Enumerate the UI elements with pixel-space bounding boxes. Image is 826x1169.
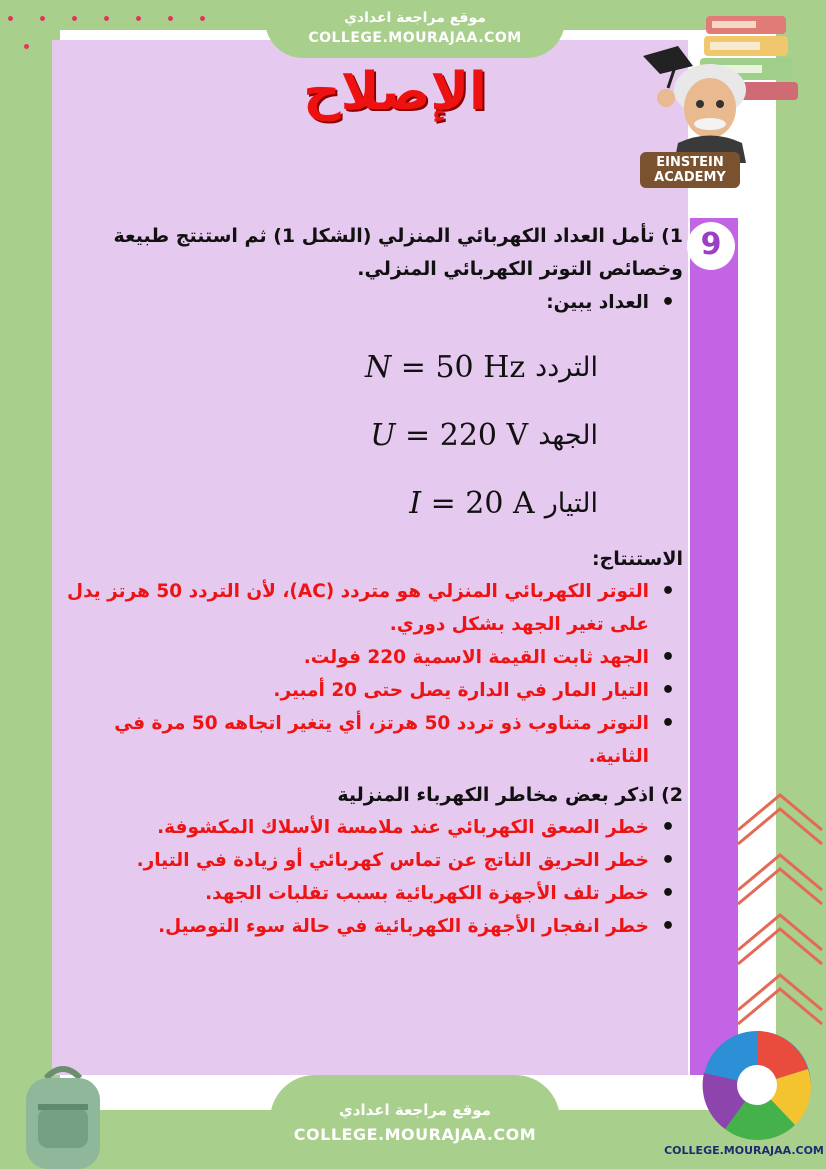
site-name-arabic: موقع مراجعة اعدادي <box>344 10 486 26</box>
formula-expression: I = 20 A <box>409 485 535 521</box>
list-item: • خطر الصعق الكهربائي عند ملامسة الأسلاك المكشوفة. <box>63 811 649 844</box>
conclusion-heading: الاستنتاج: <box>591 548 683 570</box>
conclusion-list <box>63 575 683 773</box>
formula-voltage <box>63 401 598 469</box>
list-item: • التوتر الكهربائي المنزلي هو متردد (AC)، لأن التردد 50 هرتز يدل على تغير الجهد بشكل دوري. <box>63 575 649 641</box>
site-url[interactable]: COLLEGE.MOURAJAA.COM <box>308 30 522 46</box>
subjects-wheel-icon <box>695 1025 819 1145</box>
page-title: الإصلاح <box>303 62 487 122</box>
site-footer-tab <box>270 1075 560 1169</box>
wheel-site-url[interactable]: COLLEGE.MOURAJAA.COM <box>664 1144 824 1157</box>
formula-label: الجهد <box>538 419 598 451</box>
formula-symbol: I <box>409 485 422 521</box>
formula-label: التيار <box>544 487 598 519</box>
list-item: • التوتر متناوب ذو تردد 50 هرتز، أي يتغير اتجاهه 50 مرة في الثانية. <box>63 707 649 773</box>
formula-unit: Hz <box>483 349 526 385</box>
formula-symbol: N <box>365 349 392 385</box>
formula-unit: A <box>513 485 535 521</box>
formula-label: التردد <box>535 351 598 383</box>
dangers-list <box>63 811 683 943</box>
question-1: 1) تأمل العداد الكهربائي المنزلي (الشكل 1) ثم استنتج طبيعة وخصائص التوتر الكهربائي المنزلي. <box>113 225 683 280</box>
formula-expression: U = 220 V <box>370 417 529 453</box>
exercise-number-badge: 9 <box>687 222 735 270</box>
formula-symbol: U <box>370 417 396 453</box>
list-item: • خطر الحريق الناتج عن تماس كهربائي أو زيادة في التيار. <box>63 844 649 877</box>
question-2: 2) اذكر بعض مخاطر الكهرباء المنزلية <box>337 784 683 806</box>
chevron-up-icon <box>730 790 826 1030</box>
academy-label <box>640 152 740 188</box>
site-header-tab <box>265 0 565 58</box>
meter-heading: • العداد يبين: <box>63 286 649 319</box>
academy-line1: EINSTEIN <box>656 155 724 170</box>
backpack-icon <box>8 1060 118 1169</box>
formula-expression: N = 50 Hz <box>365 349 526 385</box>
meter-readings <box>63 333 683 537</box>
formula-value: 50 <box>435 349 474 385</box>
list-item: • التيار المار في الدارة يصل حتى 20 أمبير. <box>63 674 649 707</box>
list-item: • الجهد ثابت القيمة الاسمية 220 فولت. <box>63 641 649 674</box>
exercise-content <box>63 220 683 943</box>
footer-site-name-arabic: موقع مراجعة اعدادي <box>339 1101 491 1119</box>
list-item: • خطر تلف الأجهزة الكهربائية بسبب تقلبات الجهد. <box>63 877 649 910</box>
formula-frequency <box>63 333 598 401</box>
formula-unit: V <box>506 417 529 453</box>
footer-site-url[interactable]: COLLEGE.MOURAJAA.COM <box>293 1125 537 1144</box>
formula-value: 20 <box>465 485 504 521</box>
formula-current <box>63 469 598 537</box>
formula-value: 220 <box>439 417 497 453</box>
academy-line2: ACADEMY <box>654 170 726 185</box>
list-item: • خطر انفجار الأجهزة الكهربائية في حالة سوء التوصيل. <box>63 910 649 943</box>
